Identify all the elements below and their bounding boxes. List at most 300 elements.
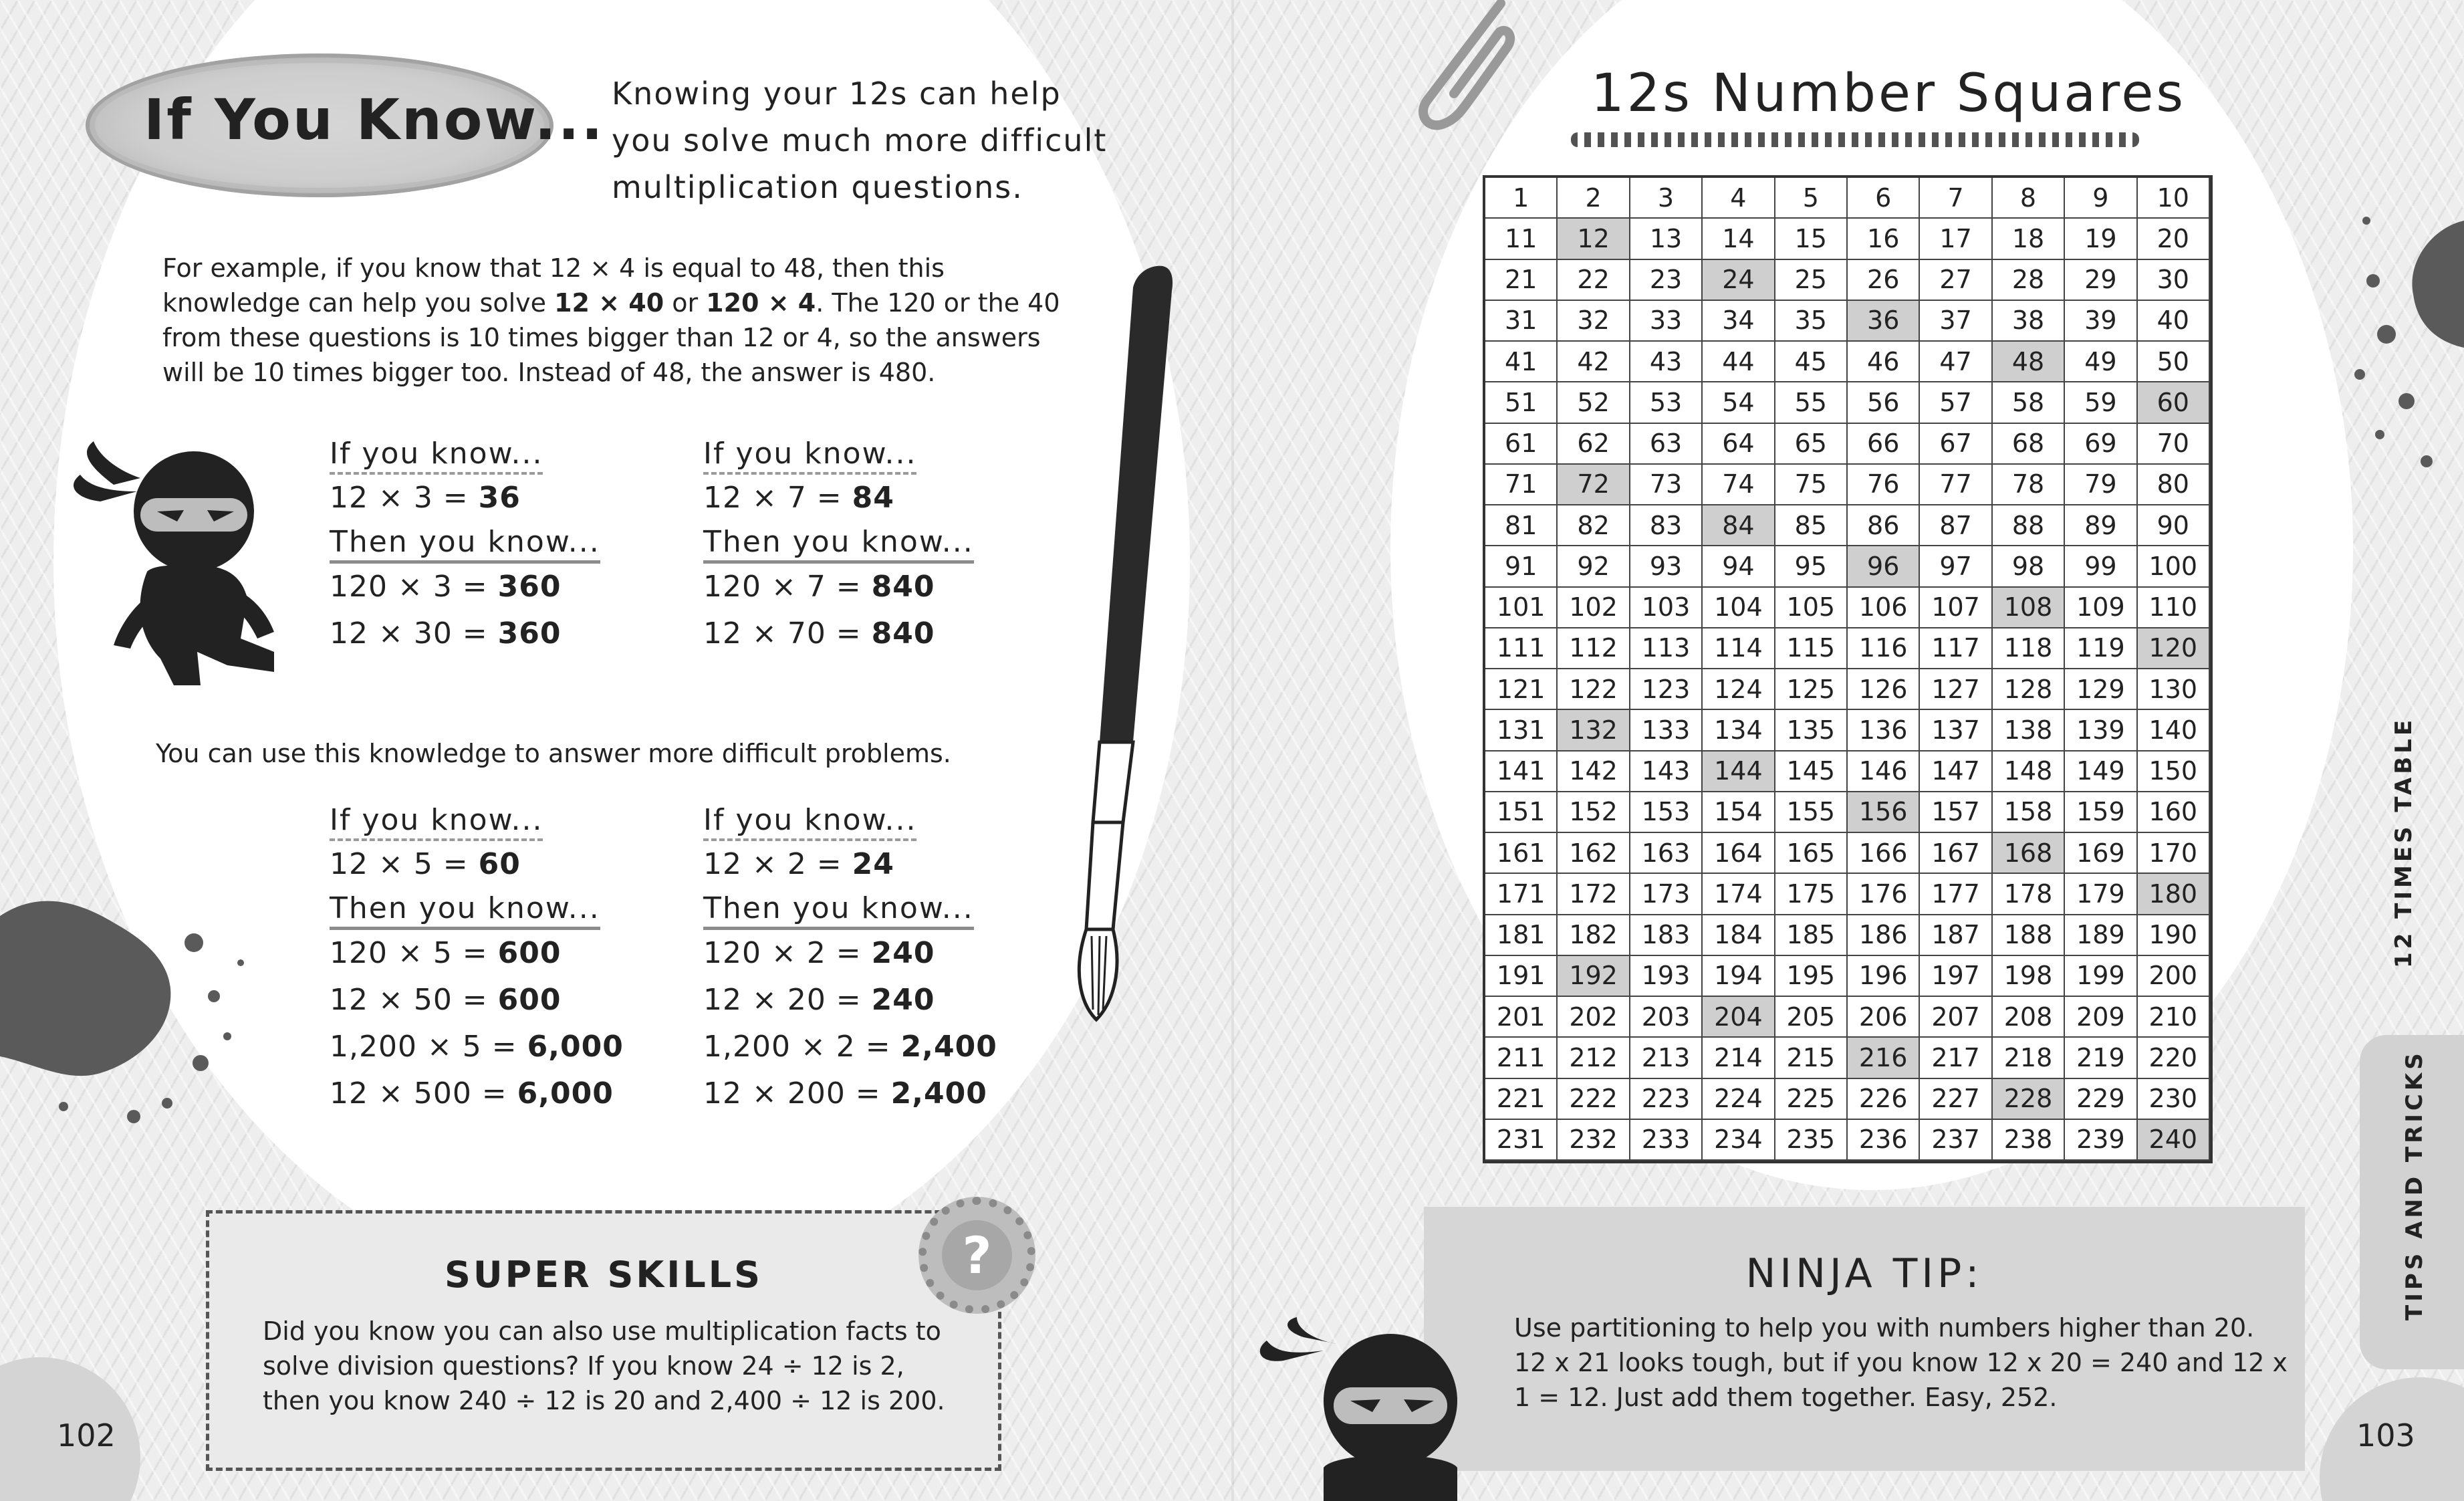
grid-cell: 175 [1775,874,1848,915]
grid-cell: 94 [1703,546,1775,587]
grid-cell: 110 [2138,588,2210,628]
grid-cell: 223 [1630,1079,1703,1120]
grid-cell: 213 [1630,1038,1703,1078]
equation-answer: 840 [871,616,935,651]
grid-cell: 141 [1485,752,1558,792]
grid-cell: 4 [1703,178,1775,219]
grid-cell: 78 [1993,465,2065,505]
equation-expr: 1,200 × 5 = [330,1030,527,1064]
grid-cell: 21 [1485,260,1558,301]
grid-cell-highlighted: 204 [1703,997,1775,1038]
equation-answer: 360 [497,570,562,604]
grid-cell: 95 [1775,546,1848,587]
grid-cell: 211 [1485,1038,1558,1078]
grid-cell: 138 [1993,710,2065,751]
grid-cell: 195 [1775,956,1848,997]
grid-cell: 157 [1920,792,1992,833]
grid-cell: 8 [1993,178,2065,219]
grid-cell: 32 [1558,301,1630,342]
grid-cell: 229 [2065,1079,2137,1120]
grid-cell: 44 [1703,342,1775,382]
grid-cell: 193 [1630,956,1703,997]
grid-cell: 16 [1848,219,1920,259]
fact-block [703,802,1051,1117]
grid-cell: 17 [1920,219,1992,259]
grid-cell: 114 [1703,628,1775,669]
fact-equation [330,564,677,610]
grid-cell: 187 [1920,915,1992,956]
grid-cell: 176 [1848,874,1920,915]
grid-cell: 83 [1630,505,1703,546]
grid-cell: 61 [1485,424,1558,465]
grid-cell: 65 [1775,424,1848,465]
example-text: . The 120 or the 40 from these questions is 10 times bigger than 12 or 4, so the answers will be 10 times bigger too. Instead of 48, the answer is 480. [162,288,1060,387]
grid-cell: 42 [1558,342,1630,382]
grid-cell: 134 [1703,710,1775,751]
grid-cell: 92 [1558,546,1630,587]
grid-cell: 125 [1775,669,1848,710]
page-title-right: 12s Number Squares [1591,64,2187,124]
grid-cell: 1 [1485,178,1558,219]
grid-cell: 185 [1775,915,1848,956]
fact-heading: If you know... [330,436,543,475]
grid-cell: 81 [1485,505,1558,546]
fact-heading: If you know... [703,802,916,841]
fact-equation [330,475,677,522]
equation-expr: 12 × 500 = [330,1076,517,1111]
grid-cell: 89 [2065,505,2137,546]
grid-cell: 9 [2065,178,2137,219]
grid-cell: 123 [1630,669,1703,710]
grid-cell: 33 [1630,301,1703,342]
grid-cell: 202 [1558,997,1630,1038]
gear-question-icon [918,1197,1035,1314]
grid-cell: 71 [1485,465,1558,505]
super-skills-text: Did you know you can also use multiplication facts to solve division questions? If you know 24 ÷ 12 is 2, then you know 240 ÷ 12 is 20 and 2,400 ÷ 12 is 200. [263,1316,945,1415]
grid-cell: 210 [2138,997,2210,1038]
grid-cell: 237 [1920,1120,1992,1161]
grid-cell: 212 [1558,1038,1630,1078]
grid-cell: 186 [1848,915,1920,956]
grid-cell: 206 [1848,997,1920,1038]
grid-cell: 137 [1920,710,1992,751]
grid-cell: 182 [1558,915,1630,956]
grid-cell: 50 [2138,342,2210,382]
grid-cell: 100 [2138,546,2210,587]
grid-cell: 199 [2065,956,2137,997]
grid-cell: 82 [1558,505,1630,546]
grid-cell-highlighted: 144 [1703,752,1775,792]
grid-cell-highlighted: 228 [1993,1079,2065,1120]
grid-cell: 86 [1848,505,1920,546]
grid-cell: 119 [2065,628,2137,669]
grid-cell: 75 [1775,465,1848,505]
grid-cell-highlighted: 12 [1558,219,1630,259]
grid-cell: 59 [2065,382,2137,423]
fact-block [330,436,677,657]
grid-cell-highlighted: 192 [1558,956,1630,997]
grid-cell: 13 [1630,219,1703,259]
super-skills-box [206,1210,1001,1471]
intro-line: multiplication questions. [612,169,1023,205]
ninja-icon [74,438,301,692]
super-skills-title: SUPER SKILLS [444,1254,763,1296]
fact-equation [703,564,1051,610]
equation-expr: 12 × 20 = [703,983,872,1017]
side-label-times-table: 12 TIMES TABLE [2390,716,2417,968]
side-label-tips-tricks: TIPS AND TRICKS [2401,1050,2428,1320]
grid-cell: 226 [1848,1079,1920,1120]
grid-cell: 102 [1558,588,1630,628]
grid-cell: 27 [1920,260,1992,301]
grid-cell: 57 [1920,382,1992,423]
grid-cell: 35 [1775,301,1848,342]
grid-cell: 69 [2065,424,2137,465]
grid-cell: 45 [1775,342,1848,382]
grid-cell: 10 [2138,178,2210,219]
grid-cell: 23 [1630,260,1703,301]
grid-cell: 26 [1848,260,1920,301]
example-text: For example, if you know that 12 × 4 is equal to 48, then this knowledge can help you solve [162,253,945,318]
paperclip-icon [1400,0,1521,134]
grid-cell: 184 [1703,915,1775,956]
grid-cell: 127 [1920,669,1992,710]
grid-cell: 167 [1920,833,1992,874]
equation-answer: 2,400 [900,1030,997,1064]
grid-cell: 56 [1848,382,1920,423]
grid-cell: 97 [1920,546,1992,587]
grid-cell: 91 [1485,546,1558,587]
grid-cell: 196 [1848,956,1920,997]
grid-cell: 58 [1993,382,2065,423]
grid-cell: 220 [2138,1038,2210,1078]
grid-cell: 233 [1630,1120,1703,1161]
grid-cell: 143 [1630,752,1703,792]
grid-cell: 170 [2138,833,2210,874]
grid-cell-highlighted: 216 [1848,1038,1920,1078]
grid-cell: 169 [2065,833,2137,874]
grid-cell: 183 [1630,915,1703,956]
fact-equation [703,930,1051,977]
grid-cell: 5 [1775,178,1848,219]
grid-cell: 188 [1993,915,2065,956]
grid-cell: 115 [1775,628,1848,669]
grid-cell: 152 [1558,792,1630,833]
grid-cell: 163 [1630,833,1703,874]
knowledge-line: You can use this knowledge to answer more difficult problems. [156,739,951,768]
grid-cell: 118 [1993,628,2065,669]
grid-cell: 135 [1775,710,1848,751]
grid-cell: 214 [1703,1038,1775,1078]
intro-line: you solve much more difficult [612,122,1108,158]
grid-cell: 85 [1775,505,1848,546]
page-title-left: If You Know... [144,87,605,152]
equation-expr: 12 × 200 = [703,1076,891,1111]
grid-cell: 140 [2138,710,2210,751]
grid-cell: 116 [1848,628,1920,669]
grid-cell: 230 [2138,1079,2210,1120]
example-text: or [664,288,707,318]
fact-heading: Then you know... [330,891,600,930]
grid-cell-highlighted: 24 [1703,260,1775,301]
grid-cell: 181 [1485,915,1558,956]
grid-cell: 146 [1848,752,1920,792]
ninja-tip-text: Use partitioning to help you with numbers higher than 20. 12 x 21 looks tough, but if you know 12 x 20 = 240 and 12 x 1 = 12. Just add them together. Easy, 252. [1514,1313,2288,1412]
equation-answer: 6,000 [517,1076,614,1111]
grid-cell: 98 [1993,546,2065,587]
equation-answer: 2,400 [890,1076,987,1111]
grid-cell: 93 [1630,546,1703,587]
grid-cell: 179 [2065,874,2137,915]
grid-cell: 217 [1920,1038,1992,1078]
grid-cell: 76 [1848,465,1920,505]
grid-cell: 122 [1558,669,1630,710]
grid-cell: 225 [1775,1079,1848,1120]
equation-answer: 36 [478,481,521,515]
equation-expr: 120 × 2 = [703,936,872,970]
grid-cell: 68 [1993,424,2065,465]
grid-cell: 99 [2065,546,2137,587]
grid-cell: 19 [2065,219,2137,259]
equation-expr: 12 × 70 = [703,616,872,651]
page-number-right: 103 [2356,1417,2415,1454]
grid-cell-highlighted: 60 [2138,382,2210,423]
grid-cell: 121 [1485,669,1558,710]
grid-cell: 215 [1775,1038,1848,1078]
grid-cell: 63 [1630,424,1703,465]
equation-answer: 24 [852,847,894,881]
fact-equation [330,930,677,977]
grid-cell: 150 [2138,752,2210,792]
grid-cell: 236 [1848,1120,1920,1161]
grid-cell: 155 [1775,792,1848,833]
grid-cell: 209 [2065,997,2137,1038]
example-paragraph [162,251,1078,390]
example-bold: 120 × 4 [706,288,816,318]
fact-heading: Then you know... [703,524,974,564]
grid-cell: 47 [1920,342,1992,382]
grid-cell: 64 [1703,424,1775,465]
grid-cell: 154 [1703,792,1775,833]
ink-splat-icon [2333,181,2464,495]
title-underline [1571,132,2139,147]
grid-cell: 164 [1703,833,1775,874]
grid-cell: 129 [2065,669,2137,710]
grid-cell: 29 [2065,260,2137,301]
fact-equation [703,977,1051,1024]
fact-equation [330,1024,677,1070]
grid-cell: 73 [1630,465,1703,505]
equation-answer: 6,000 [527,1030,624,1064]
grid-cell: 22 [1558,260,1630,301]
grid-cell: 87 [1920,505,1992,546]
grid-cell: 131 [1485,710,1558,751]
equation-expr: 1,200 × 2 = [703,1030,901,1064]
grid-cell: 207 [1920,997,1992,1038]
grid-cell: 30 [2138,260,2210,301]
grid-cell: 126 [1848,669,1920,710]
grid-cell: 70 [2138,424,2210,465]
grid-cell: 18 [1993,219,2065,259]
grid-cell: 162 [1558,833,1630,874]
grid-cell: 221 [1485,1079,1558,1120]
grid-cell: 28 [1993,260,2065,301]
grid-cell: 55 [1775,382,1848,423]
equation-answer: 84 [852,481,894,515]
grid-cell-highlighted: 120 [2138,628,2210,669]
grid-cell: 194 [1703,956,1775,997]
grid-cell: 53 [1630,382,1703,423]
fact-equation [703,1024,1051,1070]
spread-gutter [1231,0,1234,1501]
grid-cell: 130 [2138,669,2210,710]
equation-expr: 12 × 3 = [330,481,479,515]
grid-cell: 232 [1558,1120,1630,1161]
fact-equation [703,475,1051,522]
grid-cell: 2 [1558,178,1630,219]
grid-cell: 105 [1775,588,1848,628]
equation-answer: 240 [871,936,935,970]
grid-cell-highlighted: 72 [1558,465,1630,505]
fact-equation [330,610,677,657]
grid-cell: 178 [1993,874,2065,915]
fact-heading: If you know... [703,436,916,475]
equation-expr: 12 × 5 = [330,847,479,881]
equation-expr: 120 × 5 = [330,936,498,970]
equation-answer: 60 [478,847,521,881]
fact-block [330,802,677,1117]
grid-cell: 7 [1920,178,1992,219]
grid-cell: 174 [1703,874,1775,915]
ninja-icon [1257,1324,1484,1501]
grid-cell: 88 [1993,505,2065,546]
equation-expr: 120 × 7 = [703,570,872,604]
grid-cell: 128 [1993,669,2065,710]
grid-cell: 171 [1485,874,1558,915]
grid-cell: 104 [1703,588,1775,628]
grid-cell: 113 [1630,628,1703,669]
ink-splat-icon [0,862,254,1143]
grid-cell: 46 [1848,342,1920,382]
grid-cell: 39 [2065,301,2137,342]
grid-cell-highlighted: 84 [1703,505,1775,546]
grid-cell: 25 [1775,260,1848,301]
grid-cell: 200 [2138,956,2210,997]
grid-cell: 173 [1630,874,1703,915]
intro-line: Knowing your 12s can help [612,76,1062,112]
grid-cell: 77 [1920,465,1992,505]
grid-cell: 145 [1775,752,1848,792]
grid-cell: 159 [2065,792,2137,833]
grid-cell: 197 [1920,956,1992,997]
equation-answer: 360 [497,616,562,651]
grid-cell: 109 [2065,588,2137,628]
grid-cell: 41 [1485,342,1558,382]
question-mark: ? [942,1220,1012,1290]
grid-cell: 124 [1703,669,1775,710]
grid-cell: 31 [1485,301,1558,342]
grid-cell: 235 [1775,1120,1848,1161]
grid-cell-highlighted: 96 [1848,546,1920,587]
grid-cell: 231 [1485,1120,1558,1161]
grid-cell: 201 [1485,997,1558,1038]
fact-equation [703,610,1051,657]
fact-equation [330,841,677,888]
equation-answer: 840 [871,570,935,604]
grid-cell: 148 [1993,752,2065,792]
grid-cell: 158 [1993,792,2065,833]
grid-cell: 161 [1485,833,1558,874]
grid-cell: 11 [1485,219,1558,259]
grid-cell: 191 [1485,956,1558,997]
fact-equation [703,1070,1051,1117]
grid-cell: 142 [1558,752,1630,792]
grid-cell: 67 [1920,424,1992,465]
fact-heading: If you know... [330,802,543,841]
grid-cell: 136 [1848,710,1920,751]
grid-cell: 103 [1630,588,1703,628]
grid-cell: 151 [1485,792,1558,833]
grid-cell: 190 [2138,915,2210,956]
grid-cell: 112 [1558,628,1630,669]
grid-cell: 80 [2138,465,2210,505]
equation-answer: 240 [871,983,935,1017]
grid-cell: 198 [1993,956,2065,997]
grid-cell: 79 [2065,465,2137,505]
equation-answer: 600 [497,983,562,1017]
grid-cell: 49 [2065,342,2137,382]
fact-block [703,436,1051,657]
grid-cell: 111 [1485,628,1558,669]
ninja-tip-title: NINJA TIP: [1745,1250,1983,1297]
grid-cell: 15 [1775,219,1848,259]
grid-cell: 20 [2138,219,2210,259]
grid-cell: 40 [2138,301,2210,342]
grid-cell: 54 [1703,382,1775,423]
grid-cell-highlighted: 240 [2138,1120,2210,1161]
grid-cell: 90 [2138,505,2210,546]
grid-cell: 227 [1920,1079,1992,1120]
grid-cell-highlighted: 180 [2138,874,2210,915]
grid-cell: 149 [2065,752,2137,792]
intro-text [612,70,1120,211]
grid-cell-highlighted: 132 [1558,710,1630,751]
fact-heading: Then you know... [330,524,600,564]
grid-cell: 203 [1630,997,1703,1038]
grid-cell: 189 [2065,915,2137,956]
grid-cell: 74 [1703,465,1775,505]
grid-cell: 6 [1848,178,1920,219]
grid-cell: 51 [1485,382,1558,423]
example-bold: 12 × 40 [554,288,664,318]
grid-cell: 62 [1558,424,1630,465]
equation-expr: 12 × 7 = [703,481,852,515]
grid-cell: 222 [1558,1079,1630,1120]
ninja-tip-box [1424,1207,2305,1471]
number-square-grid [1483,175,2213,1163]
grid-cell: 160 [2138,792,2210,833]
grid-cell: 234 [1703,1120,1775,1161]
grid-cell: 165 [1775,833,1848,874]
equation-answer: 600 [497,936,562,970]
equation-expr: 12 × 2 = [703,847,852,881]
grid-cell: 219 [2065,1038,2137,1078]
grid-cell: 172 [1558,874,1630,915]
grid-cell: 224 [1703,1079,1775,1120]
equation-expr: 12 × 30 = [330,616,498,651]
grid-cell: 147 [1920,752,1992,792]
grid-cell: 117 [1920,628,1992,669]
